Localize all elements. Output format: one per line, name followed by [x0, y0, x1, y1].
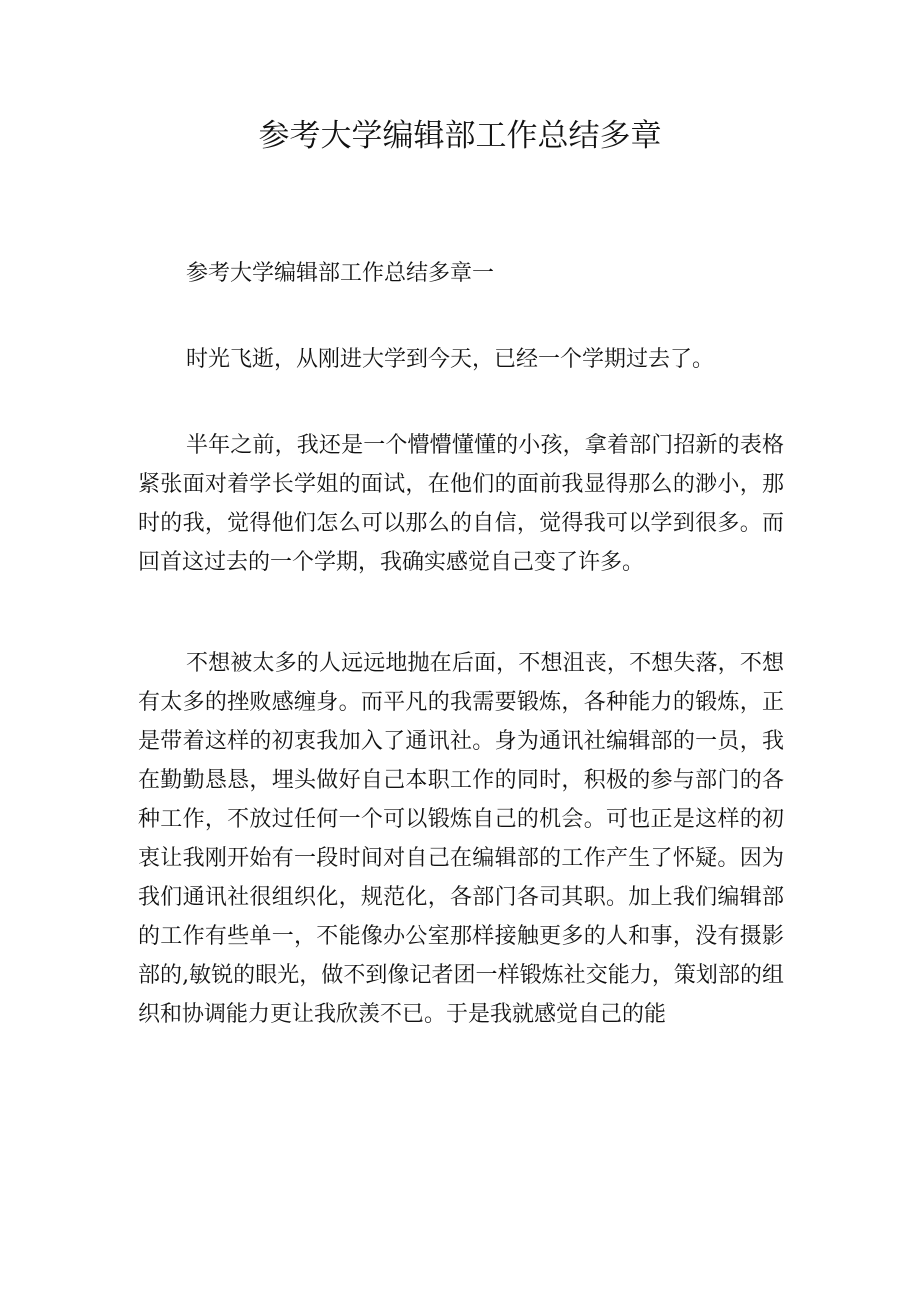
paragraph-1: 时光飞逝，从刚进大学到今天，已经一个学期过去了。 — [186, 347, 715, 372]
document-title: 参考大学编辑部工作总结多章 — [258, 118, 662, 154]
paragraph-2: 半年之前，我还是一个懵懵懂懂的小孩，拿着部门招新的表格紧张面对着学长学姐的面试，在他们的面前我显得那么的渺小，那时的我，觉得他们怎么可以那么的自信，觉得我可以学到很多。而回首这过去的一个学期，我确实感觉自己变了许多。 — [138, 433, 784, 575]
paragraph-3: 不想被太多的人远远地抛在后面，不想沮丧，不想失落，不想有太多的挫败感缠身。而平凡的我需要锻炼，各种能力的锻炼，正是带着这样的初衷我加入了通讯社。身为通讯社编辑部的一员，我在勤勤恳恳，埋头做好自己本职工作的同时，积极的参与部门的各种工作，不放过任何一个可以锻炼自己的机会。可也正是这样的初衷让我刚开始有一段时间对自己在编辑部的工作产生了怀疑。因为我们通讯社很组织化，规范化，各部门各司其职。加上我们编辑部的工作有些单一，不能像办公室那样接触更多的人和事，没有摄影部的,敏锐的眼光，做不到像记者团一样锻炼社交能力，策划部的组织和协调能力更让我欣羡不已。于是我就感觉自己的能 — [138, 651, 784, 1027]
section-heading: 参考大学编辑部工作总结多章一 — [186, 261, 495, 286]
